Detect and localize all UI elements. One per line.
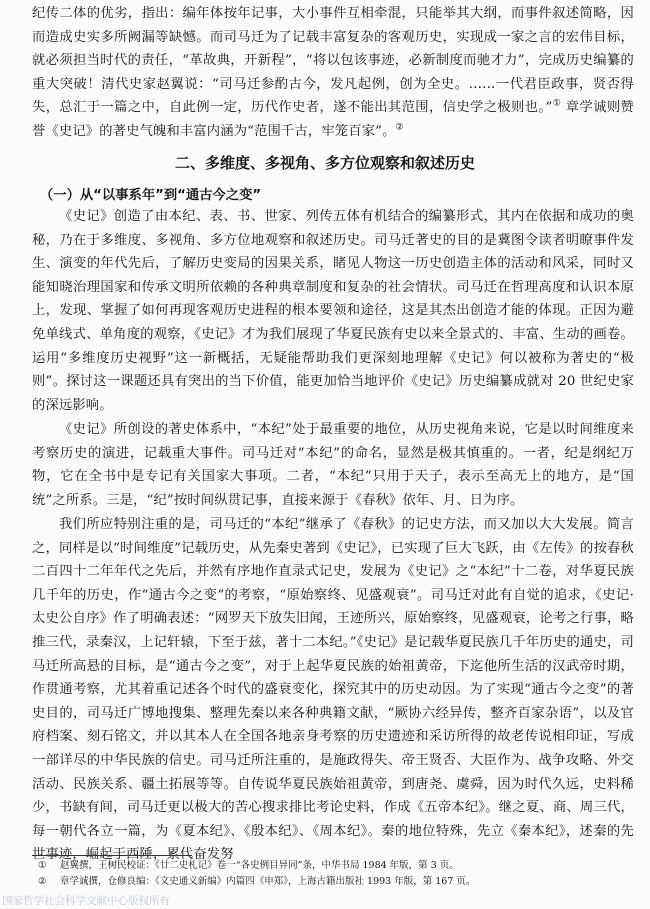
footnote-ref-1[interactable]: ① (552, 98, 562, 109)
paragraph-benji-status: 《史记》所创设的著史体系中，“本纪”处于最重要的地位，从历史视角来说，它是以时间维度来考察历史的演进，记载重大事件。司马迁对“本纪”的命名，显然是极其慎重的。一者，纪是纲纪万物，它在全书中是专记有关国家大事项。二者，“本纪”只用于天子，表示至高无上的地方，是“国统”之所系。三是，“纪”按时间纵贯记事，直接来源于《春秋》依年、月、日为序。 (32, 422, 634, 508)
paragraph-intro-continued: 章学诚则赞誉《史记》的著史气魄和丰富内涵为“范围千古，牢笼百家”。 (32, 100, 634, 139)
paragraph-intro-text: 纪传二体的优劣，指出：编年体按年记事，大小事件互相牵混，只能举其大纲，而事件叙述简略，因而造成史实多所阙漏等缺憾。而司马迁为了记载丰富复杂的客观历史，实现成一家之言的宏伟目标，就必须担当时代的责任，“革故典，开新程”，“将以包该事迹，必新制度而驰才力”，完成历史编纂的重大突破！清代史家赵翼说：“司马迁参酌古今，发凡起例，创为全史。……一代君臣政事，贤否得失，总汇于一篇之中，自此例一定，历代作史者，遂不能出其范围，信史学之极则也。” (32, 6, 634, 116)
subsection-heading: （一）从“以事系年”到“通古今之变” (40, 188, 262, 203)
paragraph-intro (32, 2, 634, 144)
footnote-2 (38, 874, 638, 889)
footnote-2-mark: ② (38, 876, 47, 887)
watermark: 国家哲学社会科学文献中心版权所有 (2, 895, 170, 907)
footnote-1-mark: ① (38, 860, 47, 871)
footnote-1 (38, 858, 638, 873)
footnote-2-text: 章学诚撰，仓修良编：《文史通义新编》内篇四《申郑》，上海古籍出版社 1993 年版，第 167 页。 (60, 876, 476, 887)
section-heading: 二、多维度、多视角、多方位观察和叙述历史 (174, 154, 475, 172)
footnote-ref-2[interactable]: ② (395, 122, 404, 133)
paragraph-tonggu-jinbian: 我们所应特别注重的是，司马迁的“本纪”继承了《春秋》的记史方法，而又加以大大发展。简言之，同样是以“时间维度”记载历史，从先秦史著到《史记》，已实现了巨大飞跃，由《左传》的按春秋二百四十二年年代之先后，并然有序地作直录式记史，发展为《史记》之“本纪”十二卷，对华夏民族几千年的历史，作“通古今之变”的考察，“原始察终、见盛观衰”。司马迁对此有自觉的追求，《史记·太史公自序》作了明确表述：“网罗天下放失旧闻，王迹所兴，原始察终，见盛观衰，论考之行事，略推三代，录秦汉，上记轩辕，下至于兹，著十二本纪。”《史记》是记载华夏民族几千年历史的通史，司马迁所高悬的目标，是“通古今之变”，对于上起华夏民族的始祖黄帝，下迄他所生活的汉武帝时期，作贯通考察，尤其着重记述各个时代的盛衰变化，探究其中的历史动因。为了实现“通古今之变”的著史目的，司马迁广博地搜集、整理先秦以来各种典籍文献，“厥协六经异传，整齐百家杂语”，以及官府档案、刻石铭文，并以其本人在全国各地亲身考察的历史遗迹和采访所得的故老传说相印证，写成一部详尽的中华民族的信史。司马迁所注重的，是施政得失、帝王贤否、大臣作为、战争攻略、外交活动、民族关系、疆土拓展等等。自传说华夏民族始祖黄帝，到唐尧、虞舜，因为时代久远，史料稀少，书缺有间，司马迁更以极大的苦心搜求排比考论史料，作成《五帝本纪》。继之夏、商、周三代，每一朝代各立一篇，为《夏本纪》、《殷本纪》、《周本纪》。秦的地位特殊，先立《秦本纪》，述秦的先世事迹，崛起于西陲，累代奋发努 (32, 517, 634, 863)
footnote-1-text: 赵翼撰，王树民校证：《廿二史札记》卷一“各史例目异同”条，中华书局 1984 年版，第 3 页。 (60, 860, 459, 871)
paragraph-five-forms: 《史记》创造了由本纪、表、书、世家、列传五体有机结合的编纂形式，其内在依据和成功的奥秘，乃在于多维度、多视角、多方位地观察和叙述历史。司马迁著史的目的是冀图令读者明瞭事件发生、演变的年代先后，了解历史变局的因果关系，睹见人物这一历史创造主体的活动和风采，同时又能知晓治理国家和传承文明所依赖的各种典章制度和复杂的社会情状。司马迁在哲理高度和认识本原上，发现、掌握了如何再现客观历史进程的根本要领和途径，这是其杰出创造才能的体现。正因为避免单线式、单角度的观察，《史记》才为我们展现了华夏民族有史以来全景式的、丰富、生动的画卷。运用“多维度历史视野”这一新概括，无疑能帮助我们更深刻地理解《史记》何以被称为著史的“极则”。探讨这一课题还具有突出的当下价值，能更加恰当地评价《史记》历史编纂成就对 20 世纪史家的深远影响。 (32, 209, 634, 413)
footnote-divider (32, 855, 192, 856)
